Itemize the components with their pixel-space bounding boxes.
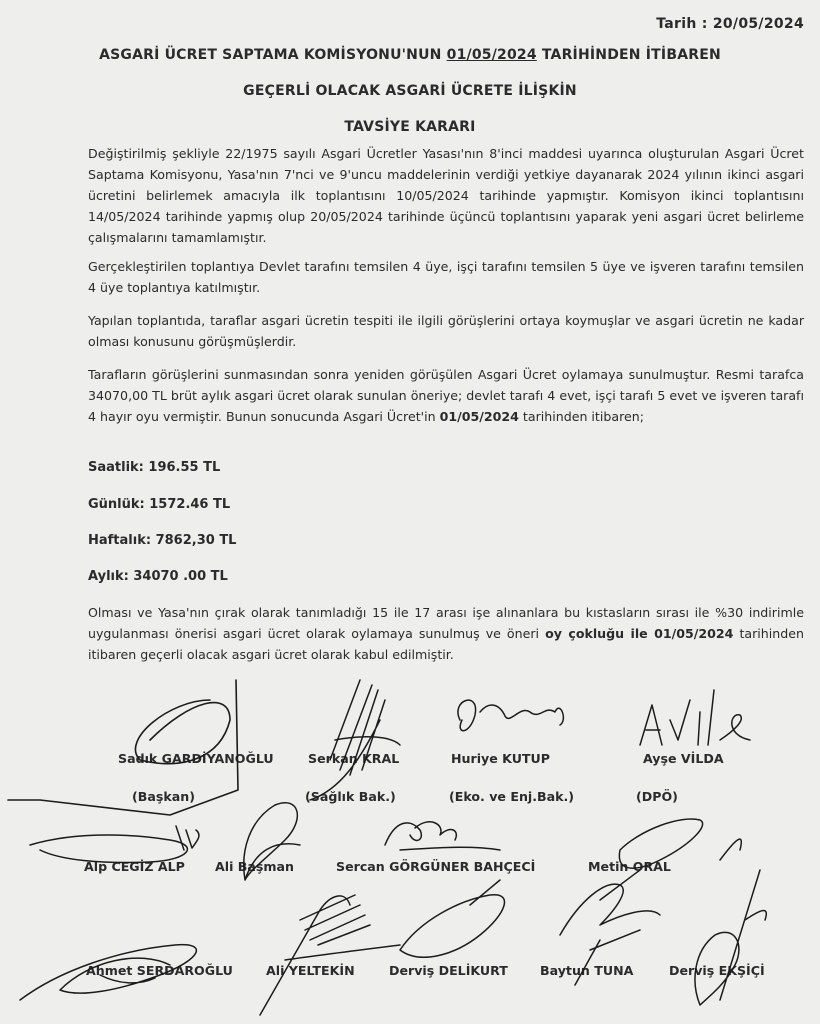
signatory-name: Alp CEGİZ ALP bbox=[84, 859, 185, 874]
wage-weekly: Haftalık: 7862,30 TL bbox=[88, 533, 237, 548]
signature-eksici bbox=[695, 870, 766, 1005]
signature-cegiz-alp bbox=[30, 826, 199, 863]
signatory-role: (Eko. ve Enj.Bak.) bbox=[449, 789, 575, 804]
title-date: 01/05/2024 bbox=[446, 47, 537, 63]
signatory-name: Baytun TUNA bbox=[540, 963, 634, 978]
wage-monthly: Aylık: 34070 .00 TL bbox=[88, 569, 228, 584]
wage-hourly: Saatlik: 196.55 TL bbox=[88, 460, 221, 475]
signatory-role: (Başkan) bbox=[132, 789, 195, 804]
signature-gorguner bbox=[385, 822, 500, 850]
signatory-name: Serkan KRAL bbox=[308, 751, 400, 766]
signatory-name: Metin ORAL bbox=[588, 859, 671, 874]
signature-basman bbox=[244, 803, 300, 880]
signature-yeltekin bbox=[260, 895, 400, 1015]
signatory-name: Sercan GÖRGÜNER BAHÇECİ bbox=[336, 859, 536, 874]
signature-vilda bbox=[640, 690, 750, 745]
signatory-name: Ali YELTEKİN bbox=[266, 963, 355, 978]
signature-serdaroglu bbox=[20, 945, 196, 1000]
signature-kutup bbox=[458, 700, 563, 731]
signatory-name: Sadık GARDİYANOĞLU bbox=[118, 751, 274, 766]
signatory-name: Derviş DELİKURT bbox=[389, 963, 508, 978]
title-line-1: ASGARİ ÜCRET SAPTAMA KOMİSYONU'NUN 01/05/2024 TARİHİNDEN İTİBAREN bbox=[99, 47, 721, 63]
signatory-role: (DPÖ) bbox=[636, 789, 678, 804]
signatory-name: Derviş EKŞİÇİ bbox=[669, 963, 765, 978]
signature-oral bbox=[600, 819, 741, 900]
signature-tuna bbox=[560, 884, 660, 985]
document-date: Tarih : 20/05/2024 bbox=[656, 16, 804, 32]
title-line-3: TAVSİYE KARARI bbox=[344, 119, 476, 135]
paragraph-decision: Olması ve Yasa'nın çırak olarak tanımladığı 15 ile 17 arası işe alınanlara bu kıstasların sırası ile %30 indirimle uygulanması önerisi asgari ücret olarak oylamaya sunulmuş ve öneri oy çokluğu ile 01/05/2024 tarihinden itibaren geçerli olacak asgari ücret olarak kabul edilmiştir. bbox=[88, 605, 804, 662]
signature-kral bbox=[310, 680, 400, 800]
paragraph-vote: Tarafların görüşlerini sunmasından sonra yeniden görüşülen Asgari Ücret oylamaya sunulmuştur. Resmi tarafca 34070,00 TL brüt aylık asgari ücret olarak sunulan öneriye; devlet tarafı 4 evet, işçi tarafı 5 evet ve işveren tarafı 4 hayır oyu vermiştir. Bunun sonucunda Asgari Ücret'in 01/05/2024 tarihinden itibaren; bbox=[88, 367, 804, 424]
signatory-name: Ali Başman bbox=[215, 859, 294, 874]
paragraph-attendance: Gerçekleştirilen toplantıya Devlet tarafını temsilen 4 üye, işçi tarafını temsilen 5 üye ve işveren tarafını temsilen 4 üye toplantıya katılmıştır. bbox=[88, 259, 804, 295]
title-line-2: GEÇERLİ OLACAK ASGARİ ÜCRETE İLİŞKİN bbox=[243, 83, 577, 99]
signature-delikurt bbox=[400, 880, 504, 957]
signatory-name: Ayşe VİLDA bbox=[643, 751, 724, 766]
signatory-name: Ahmet SERDAROĞLU bbox=[86, 963, 233, 978]
paragraph-commission: Değiştirilmiş şekliyle 22/1975 sayılı Asgari Ücretler Yasası'nın 8'inci maddesi uyarınca oluşturulan Asgari Ücret Saptama Komisyonu, Yasa'nın 7'nci ve 9'uncu maddelerinin verdiği yetkiye dayanarak 2024 yılının ikinci asgari ücretini belirlemek amacıyla ilk toplantısını 10/05/2024 tarihinde yapmıştır. Komisyon ikinci toplantısını 14/05/2024 tarihinde yapmış olup 20/05/2024 tarihinde üçüncü toplantısını yaparak yeni asgari ücret belirleme çalışmalarını tamamlamıştır. bbox=[88, 146, 804, 245]
paragraph-discussion: Yapılan toplantıda, taraflar asgari ücretin tespiti ile ilgili görüşlerini ortaya koymuşlar ve asgari ücretin ne kadar olması konusunu görüşmüşlerdir. bbox=[88, 313, 804, 349]
wage-daily: Günlük: 1572.46 TL bbox=[88, 497, 231, 512]
signatory-role: (Sağlık Bak.) bbox=[305, 789, 396, 804]
signatory-name: Huriye KUTUP bbox=[451, 751, 550, 766]
signature-gardiyanoglu bbox=[8, 680, 238, 815]
